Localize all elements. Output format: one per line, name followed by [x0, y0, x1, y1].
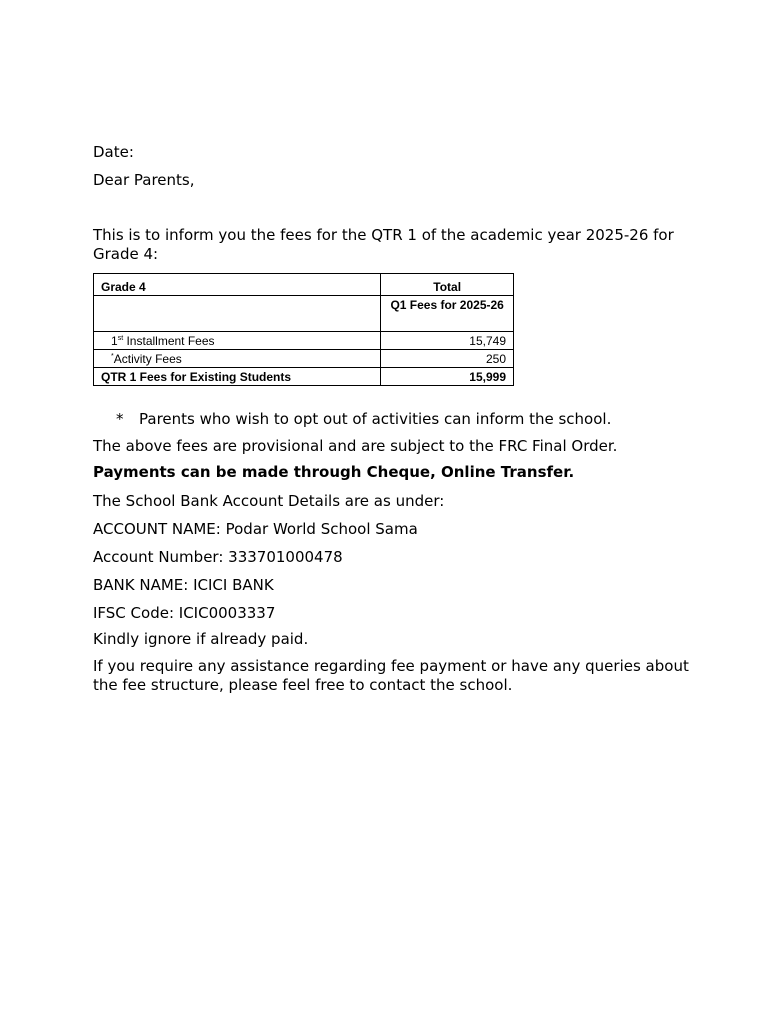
ifsc-code: IFSC Code: ICIC0003337 [93, 604, 276, 622]
bank-details-intro: The School Bank Account Details are as under: [93, 492, 445, 510]
fee-table [93, 273, 514, 386]
installment-number: 1 [111, 333, 118, 348]
bank-name: BANK NAME: ICICI BANK [93, 576, 274, 594]
account-number: Account Number: 333701000478 [93, 548, 343, 566]
fee-table-subheader-empty [94, 296, 381, 332]
date-label: Date: [93, 143, 134, 161]
table-row [94, 350, 514, 368]
bullet-marker: * [116, 410, 124, 428]
fee-table-subheader-q1: Q1 Fees for 2025-26 [381, 296, 514, 332]
intro-paragraph: This is to inform you the fees for the QTR 1 of the academic year 2025-26 for Grade 4: [93, 226, 674, 263]
table-row-total [94, 368, 514, 386]
total-fees-label: QTR 1 Fees for Existing Students [94, 368, 381, 386]
fee-table-header-row [94, 274, 514, 296]
activity-fees-value: 250 [381, 350, 514, 368]
ignore-note: Kindly ignore if already paid. [93, 630, 309, 648]
payment-methods: Payments can be made through Cheque, Online Transfer. [93, 463, 575, 481]
total-fees-value: 15,999 [381, 368, 514, 386]
account-name: ACCOUNT NAME: Podar World School Sama [93, 520, 418, 538]
fee-table-header-total: Total [381, 274, 514, 296]
installment-fees-value: 15,749 [381, 332, 514, 350]
activity-asterisk: * [111, 352, 114, 360]
installment-ordinal: st [117, 334, 124, 342]
fee-table-header-grade: Grade 4 [94, 274, 381, 296]
salutation: Dear Parents, [93, 171, 195, 189]
installment-fees-label [94, 332, 381, 350]
table-row [94, 332, 514, 350]
installment-label-text: Installment Fees [123, 333, 215, 348]
activity-label-text: Activity Fees [113, 351, 182, 366]
opt-out-text: Parents who wish to opt out of activities can inform the school. [139, 410, 612, 428]
fee-table-subheader-row [94, 296, 514, 332]
activity-fees-label [94, 350, 381, 368]
assistance-note: If you require any assistance regarding fee payment or have any queries about the fee structure, please feel free to contact the school. [93, 657, 689, 694]
provisional-note: The above fees are provisional and are subject to the FRC Final Order. [93, 437, 618, 455]
